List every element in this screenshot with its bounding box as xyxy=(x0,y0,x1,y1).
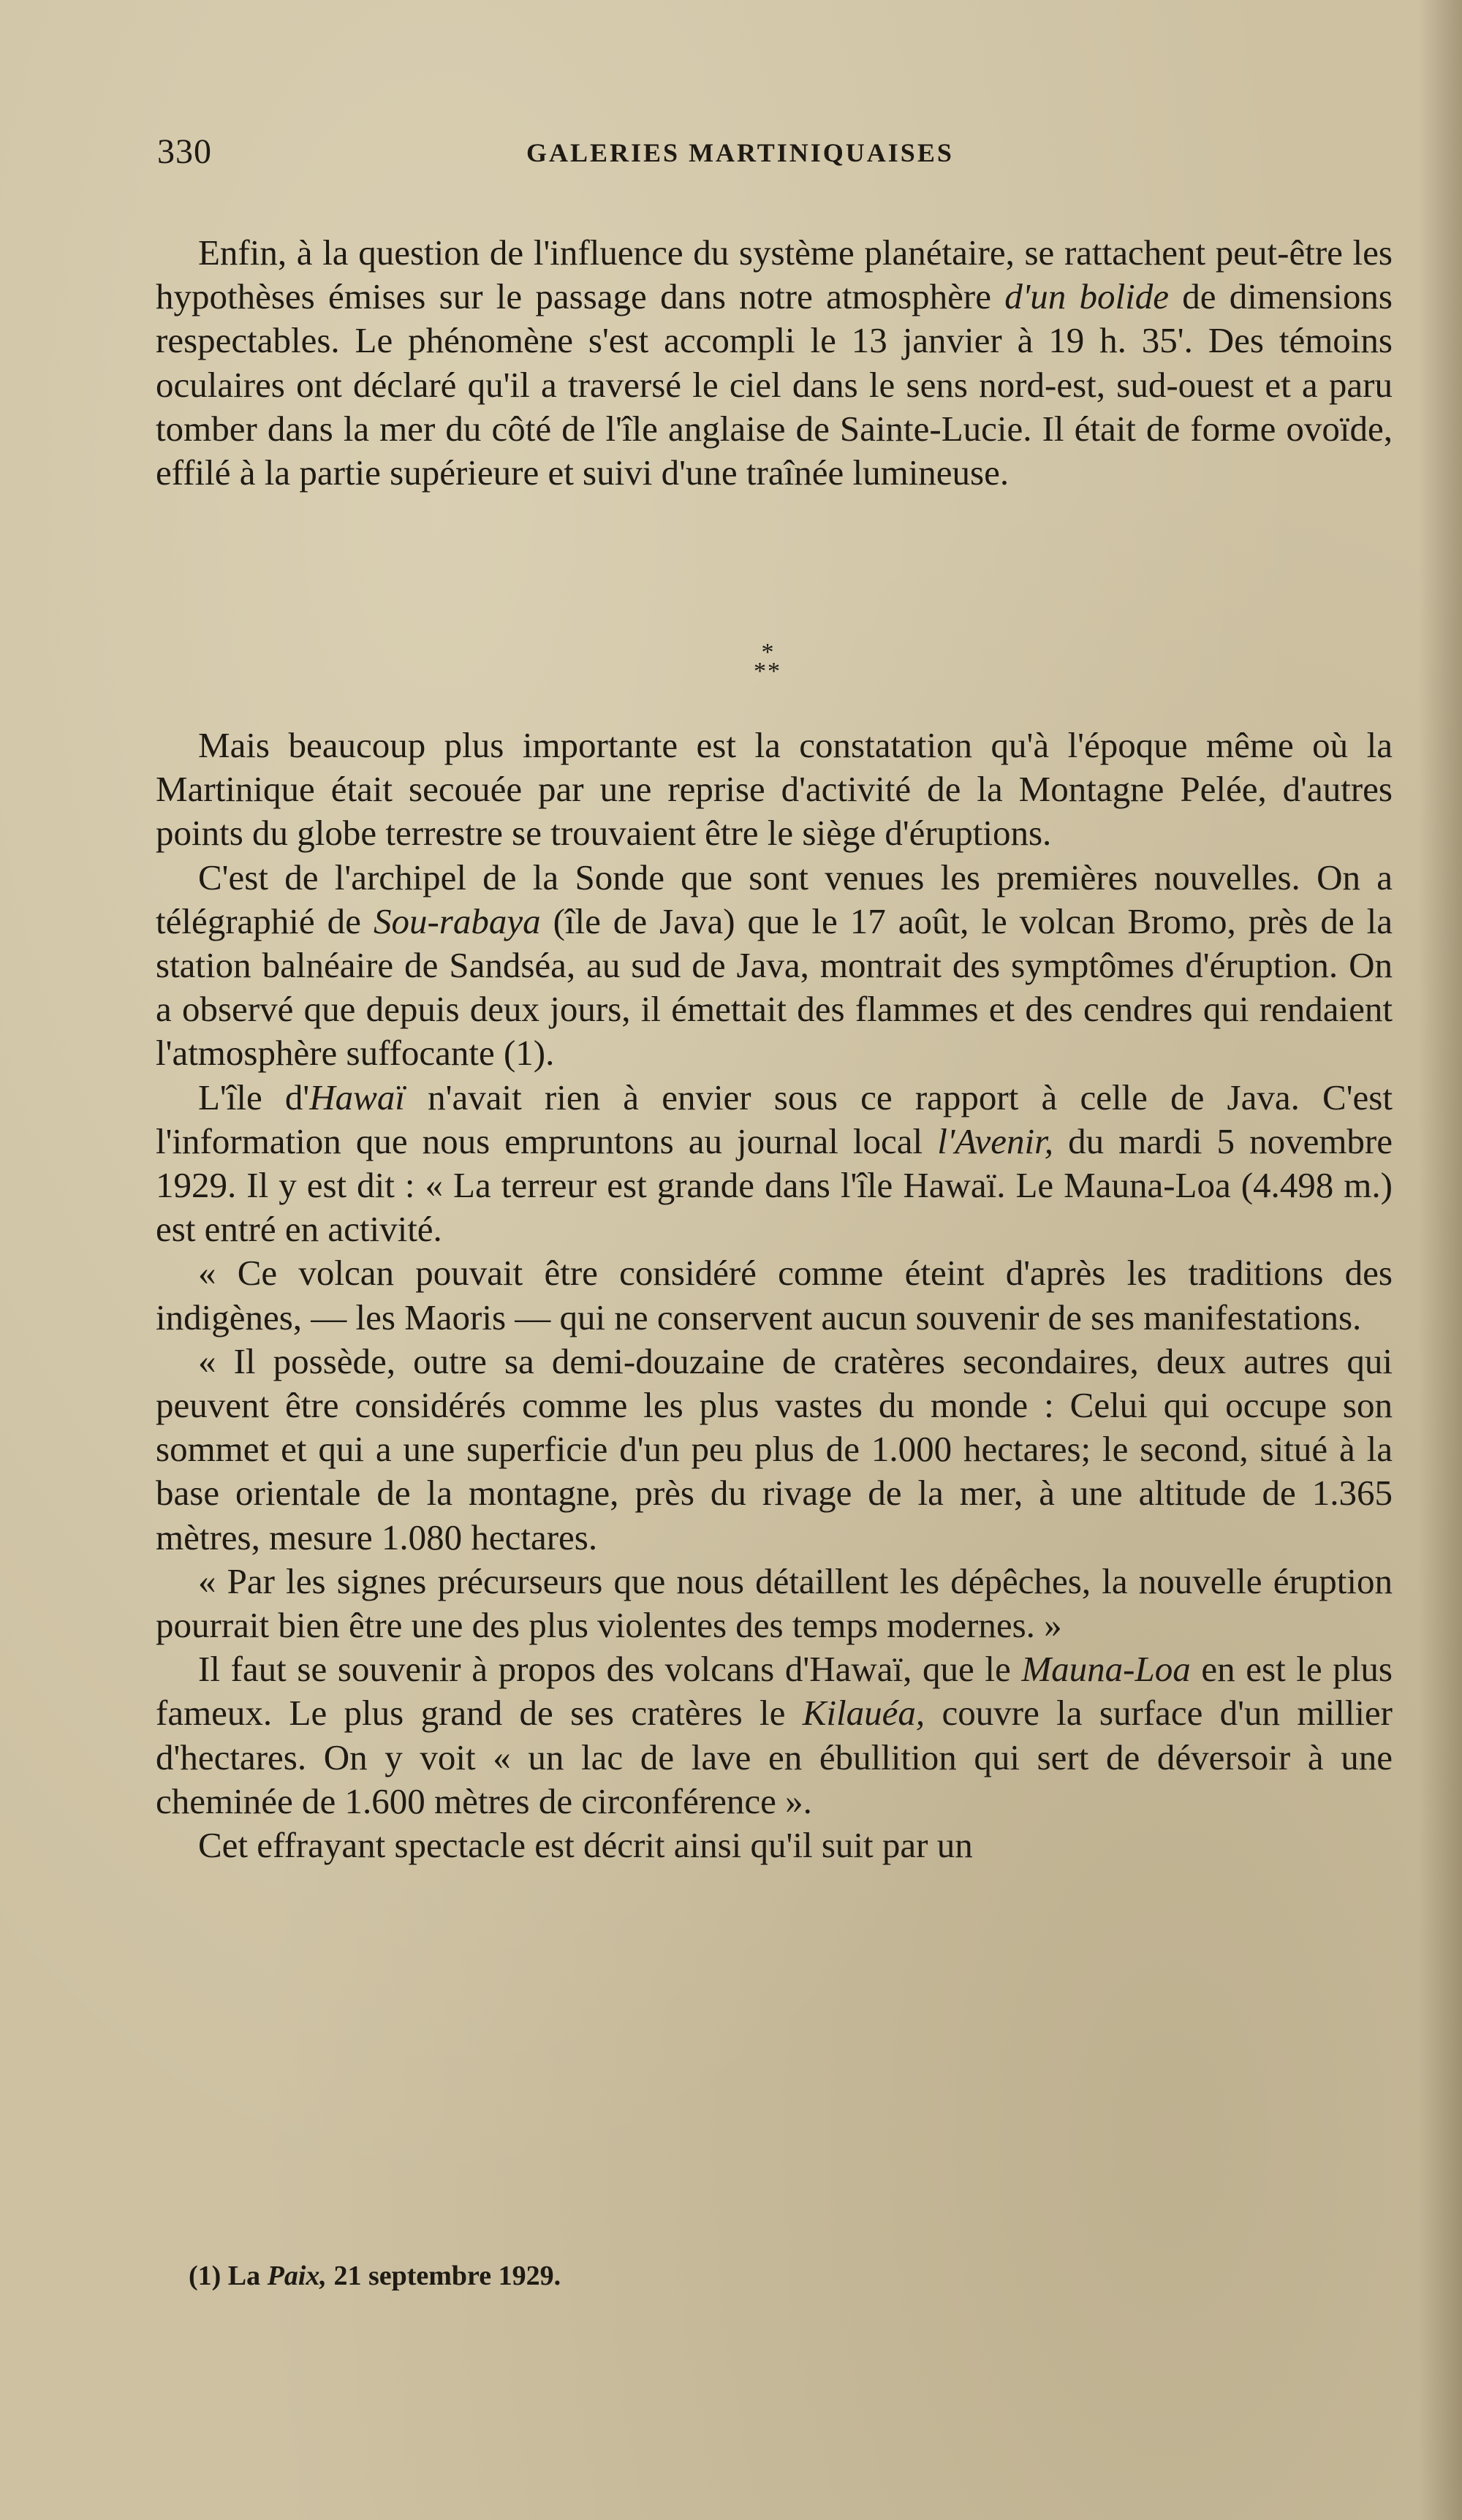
paragraph-bolide xyxy=(156,231,1393,495)
paragraph-sonde xyxy=(156,856,1393,1076)
paragraph-eruptions: Mais beaucoup plus importante est la constatation qu'à l'époque même où la Martinique était secouée par une reprise d'activité de la Montagne Pelée, d'autres points du globe terrestre se trouvaient être le siège d'éruptions. xyxy=(156,725,1393,854)
italic-span: Kilauéa, xyxy=(802,1693,925,1734)
text-span: de dimensions respectables. Le phénomène s'est accompli le 13 janvier à 19 h. 35'. Des témoins oculaires ont déclaré qu'il a traversé le ciel dans le sens nord-est, sud-ouest et a paru tomber dans la mer du côté de l'île anglaise de Sainte-Lucie. Il était de forme ovoïde, effilé à la partie supérieure et suivi d'une traînée lumineuse. xyxy=(156,276,1393,493)
paragraph-hawai xyxy=(156,1076,1393,1252)
text-span: (île de Java) que le 17 août, le volcan Bromo, près de la station balnéaire de Sandséa, au sud de Java, montrait des symptômes d'éruption. On a observé que depuis deux jours, il émettait des flammes et des cendres qui rendaient l'atmosphère suffocante (1). xyxy=(156,900,1393,1074)
text-span: en est le plus fameux. Le plus grand de ses cratères le xyxy=(156,1649,1393,1734)
footnote-marker: (1) La xyxy=(189,2261,268,2291)
footnote xyxy=(189,2260,561,2292)
italic-span: Mauna-Loa xyxy=(1021,1649,1191,1690)
footnote-text: 21 septembre 1929. xyxy=(326,2261,561,2291)
text-span: du mardi 5 novembre 1929. Il y est dit : « La terreur est grande dans l'île Hawaï. Le Mauna-Loa (4.498 m.) est entré en activité. xyxy=(156,1120,1393,1250)
text-block-1 xyxy=(156,231,1393,495)
text-span: Il faut se souvenir à propos des volcans d'Hawaï, que le xyxy=(198,1649,1022,1690)
asterism-bottom: ** xyxy=(754,658,781,685)
italic-span: Hawaï xyxy=(309,1077,405,1117)
text-block-2 xyxy=(156,724,1393,1867)
text-span: n'avait rien à envier sous ce rapport à celle de Java. C'est l'information que nous empruntons au journal local xyxy=(156,1077,1393,1161)
asterism-divider xyxy=(742,639,793,694)
paragraph-final: Cet effrayant spectacle est décrit ainsi qu'il suit par un xyxy=(198,1825,973,1866)
paragraph-quote-3: « Par les signes précurseurs que nous détaillent les dépêches, la nouvelle éruption pourrait bien être une des plus violentes des temps modernes. » xyxy=(156,1560,1393,1646)
page-header xyxy=(157,132,1393,183)
asterism-top: * xyxy=(761,639,774,666)
paragraph-quote-1: « Ce volcan pouvait être considéré comme éteint d'après les traditions des indigènes, — les Maoris — qui ne conservent aucun souvenir de ses manifestations. xyxy=(156,1253,1393,1337)
text-span: Enfin, à la question de l'influence du système planétaire, se rattachent peut-être les hypothèses émises sur le passage dans notre atmosphère xyxy=(156,232,1393,317)
italic-span: d'un bolide xyxy=(1004,276,1169,317)
text-span: L'île d' xyxy=(198,1077,310,1117)
text-span: couvre la surface d'un millier d'hectares. On y voit « un lac de lave en ébullition qui sert de déversoir à une cheminée de 1.600 mètres de circonférence ». xyxy=(156,1693,1393,1821)
text-span: C'est de l'archipel de la Sonde que sont venues les premières nouvelles. On a télégraphié de xyxy=(156,857,1393,941)
paragraph-mauna-loa xyxy=(156,1647,1393,1823)
page-edge-shadow xyxy=(1418,0,1462,2520)
italic-span: l'Avenir, xyxy=(937,1120,1054,1161)
footnote-italic: Paix, xyxy=(267,2261,327,2291)
italic-span: Sou-rabaya xyxy=(373,900,541,941)
paragraph-quote-2: « Il possède, outre sa demi-douzaine de cratères secondaires, deux autres qui peuvent être considérés comme les plus vastes du monde : Celui qui occupe son sommet et qui a une superficie d'un peu plus de 1.000 hectares; le second, situé à la base orientale de la montagne, près du rivage de la mer, à une altitude de 1.365 mètres, mesure 1.080 hectares. xyxy=(156,1340,1393,1557)
running-title: GALERIES MARTINIQUAISES xyxy=(526,138,954,167)
page-number: 330 xyxy=(157,132,212,171)
